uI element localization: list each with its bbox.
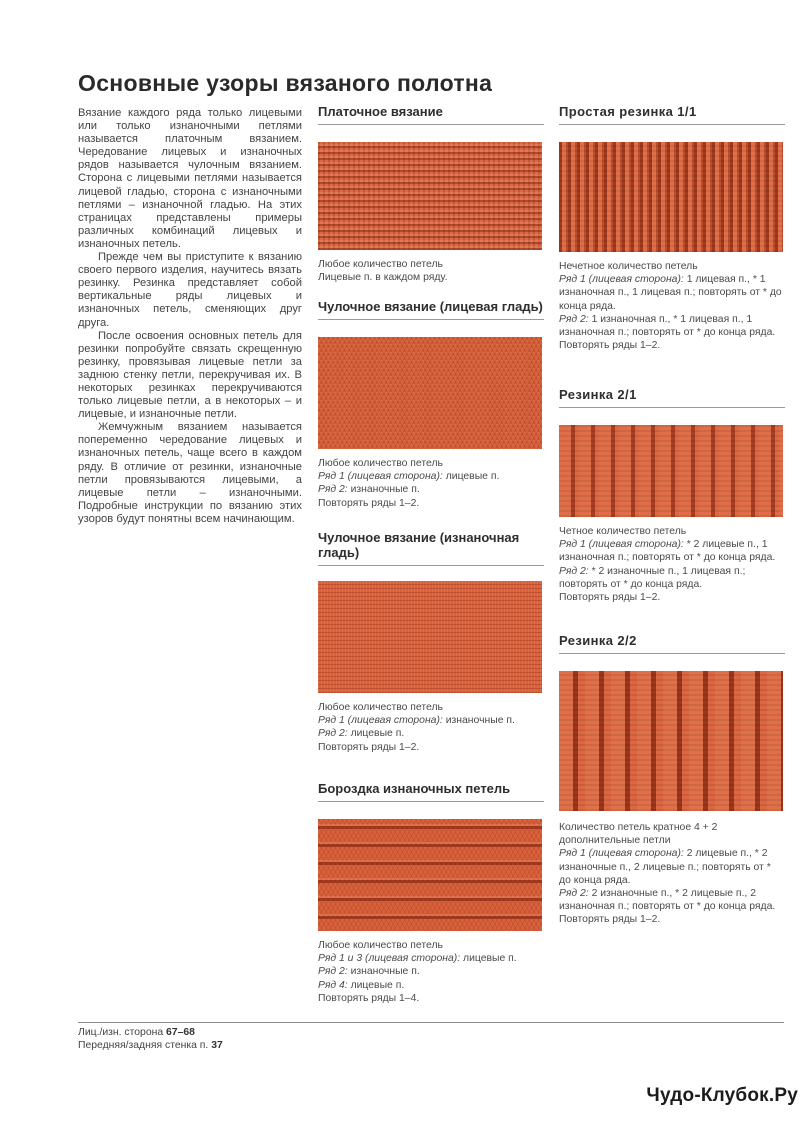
footer-ref-text: Передняя/задняя стенка п. xyxy=(78,1040,209,1052)
rib-1-1-swatch-image xyxy=(559,142,783,252)
intro-paragraph-1: Вязание каждого ряда только лицевыми или только изнаночными петлями называется платочным вязанием. Чередование лицевых и изнаночных рядов называется чулочным вязанием. Сторона с лицевыми петлями называется лицевой гладью, сторона с изнаночными петлями – изнаночной гладью. На этих страницах представлены примеры различных комбинаций лицевых и изнаночных петель. xyxy=(78,107,302,250)
row-label: Ряд 1 (лицевая сторона): xyxy=(318,471,443,483)
page-title: Основные узоры вязаного полотна xyxy=(78,70,493,96)
row-text: * 2 изнаночные п., 1 лицевая п.; повторять от * до конца ряда. xyxy=(559,565,746,590)
row-text: 2 лицевые п., * 2 изнаночные п., 2 лицевые п.; повторять от * до конца ряда. xyxy=(559,848,771,886)
footer-ref-text: Лиц./изн. сторона xyxy=(78,1027,164,1038)
footer-ref-page: 37 xyxy=(211,1040,223,1052)
footer-reference-1 xyxy=(78,1026,223,1039)
section-instructions xyxy=(318,701,544,754)
stitch-count: Количество петель кратное 4 + 2 дополнительные петли xyxy=(559,822,718,847)
section-rib-1-1 xyxy=(559,104,785,352)
row-label: Ряд 2: xyxy=(318,484,348,496)
site-watermark: Чудо-Клубок.Ру xyxy=(646,1085,798,1106)
instruction-line: Лицевые п. в каждом ряду. xyxy=(318,272,448,284)
section-stockinette xyxy=(318,299,544,510)
section-title: Чулочное вязание (лицевая гладь) xyxy=(318,299,544,320)
stitch-count: Любое количество петель xyxy=(318,259,443,270)
row-text: лицевые п. xyxy=(445,471,500,483)
intro-text xyxy=(78,107,302,526)
intro-paragraph-3: После освоения основных петель для резинки попробуйте связать скрещенную резинку, провязывая лицевые петли за заднюю стенку петли, перекручивая их. В некоторых резинках перекручиваются только лицевые петли, а в некоторых – и лицевые, и изнаночные петли. xyxy=(78,329,302,421)
section-instructions xyxy=(559,821,785,927)
section-rib-2-1 xyxy=(559,387,785,604)
footer-divider xyxy=(78,1022,784,1023)
repeat-line: Повторять ряды 1–2. xyxy=(318,741,420,753)
row-label: Ряд 2: xyxy=(318,728,348,740)
section-title: Чулочное вязание (изнаночная гладь) xyxy=(318,530,544,566)
section-instructions xyxy=(559,260,785,352)
row-label: Ряд 2: xyxy=(559,888,589,900)
row-text: лицевые п. xyxy=(350,728,405,740)
repeat-line: Повторять ряды 1–2. xyxy=(559,340,661,352)
intro-paragraph-4: Жемчужным вязанием называется попеременно чередование лицевых и изнаночных петель, чаще всего в каждом ряду. В отличие от резинки, изнаночные петли провязываются лицевыми, а лицевые петли – изнаночными. Подробные инструкции по вязанию этих узоров будут понятны всем начинающим. xyxy=(78,421,302,525)
repeat-line: Повторять ряды 1–2. xyxy=(318,497,420,509)
repeat-line: Повторять ряды 1–2. xyxy=(559,592,661,604)
row-text: изнаночные п. xyxy=(350,966,420,978)
row-label: Ряд 2: xyxy=(559,313,589,325)
row-text: 2 изнаночные п., * 2 лицевые п., 2 изнаночная п.; повторять от * до конца ряда. xyxy=(559,888,776,913)
footer-ref-page: 67–68 xyxy=(166,1027,195,1038)
section-reverse-stockinette xyxy=(318,530,544,754)
welt-swatch-image xyxy=(318,819,542,931)
row-label: Ряд 1 (лицевая сторона): xyxy=(559,848,684,860)
stitch-count: Любое количество петель xyxy=(318,702,443,713)
section-welt xyxy=(318,781,544,1005)
row-text: изнаночные п. xyxy=(445,715,515,727)
repeat-line: Повторять ряды 1–2. xyxy=(559,914,661,926)
section-title: Резинка 2/2 xyxy=(559,633,785,654)
reverse-stockinette-swatch-image xyxy=(318,581,542,693)
row-label: Ряд 1 (лицевая сторона): xyxy=(318,715,443,727)
intro-paragraph-2: Прежде чем вы приступите к вязанию своего первого изделия, научитесь вязать резинку. Резинка представляет собой вертикальные ряды лицевых и изнаночных петель, сменяющих друг друга. xyxy=(78,251,302,329)
footer-reference-2 xyxy=(78,1039,223,1052)
stitch-count: Четное количество петель xyxy=(559,526,687,537)
row-text: изнаночные п. xyxy=(350,484,420,496)
garter-swatch-image xyxy=(318,142,542,250)
section-instructions xyxy=(318,457,544,510)
section-instructions xyxy=(559,525,785,604)
row-label: Ряд 2: xyxy=(318,966,348,978)
row-label: Ряд 1 (лицевая сторона): xyxy=(559,539,684,551)
section-title: Платочное вязание xyxy=(318,104,544,125)
row-label: Ряд 4: xyxy=(318,979,348,991)
row-text: 1 изнаночная п., * 1 лицевая п., 1 изнаночная п.; повторять от * до конца ряда. xyxy=(559,313,776,339)
row-label: Ряд 1 и 3 (лицевая сторона): xyxy=(318,953,461,965)
repeat-line: Повторять ряды 1–4. xyxy=(318,992,420,1004)
section-title: Резинка 2/1 xyxy=(559,387,785,408)
section-rib-2-2 xyxy=(559,633,785,927)
stitch-count: Любое количество петель xyxy=(318,940,443,951)
section-title: Простая резинка 1/1 xyxy=(559,104,785,125)
row-text: * 2 лицевые п., 1 изнаночная п.; повторять от * до конца ряда. xyxy=(559,539,776,564)
row-label: Ряд 2: xyxy=(559,565,589,577)
section-instructions xyxy=(318,258,544,284)
stitch-count: Нечетное количество петель xyxy=(559,261,698,272)
row-text: лицевые п. xyxy=(463,953,517,965)
row-label: Ряд 1 (лицевая сторона): xyxy=(559,274,684,286)
rib-2-1-swatch-image xyxy=(559,425,783,517)
page-footer xyxy=(78,1026,223,1053)
section-garter xyxy=(318,104,544,284)
section-title: Бороздка изнаночных петель xyxy=(318,781,544,802)
rib-2-2-swatch-image xyxy=(559,671,783,811)
stockinette-swatch-image xyxy=(318,337,542,449)
row-text: 1 лицевая п., * 1 изнаночная п., 1 лицевая п.; повторять от * до конца ряда. xyxy=(559,274,782,312)
section-instructions xyxy=(318,939,544,1005)
row-text: лицевые п. xyxy=(350,979,405,991)
stitch-count: Любое количество петель xyxy=(318,458,443,469)
